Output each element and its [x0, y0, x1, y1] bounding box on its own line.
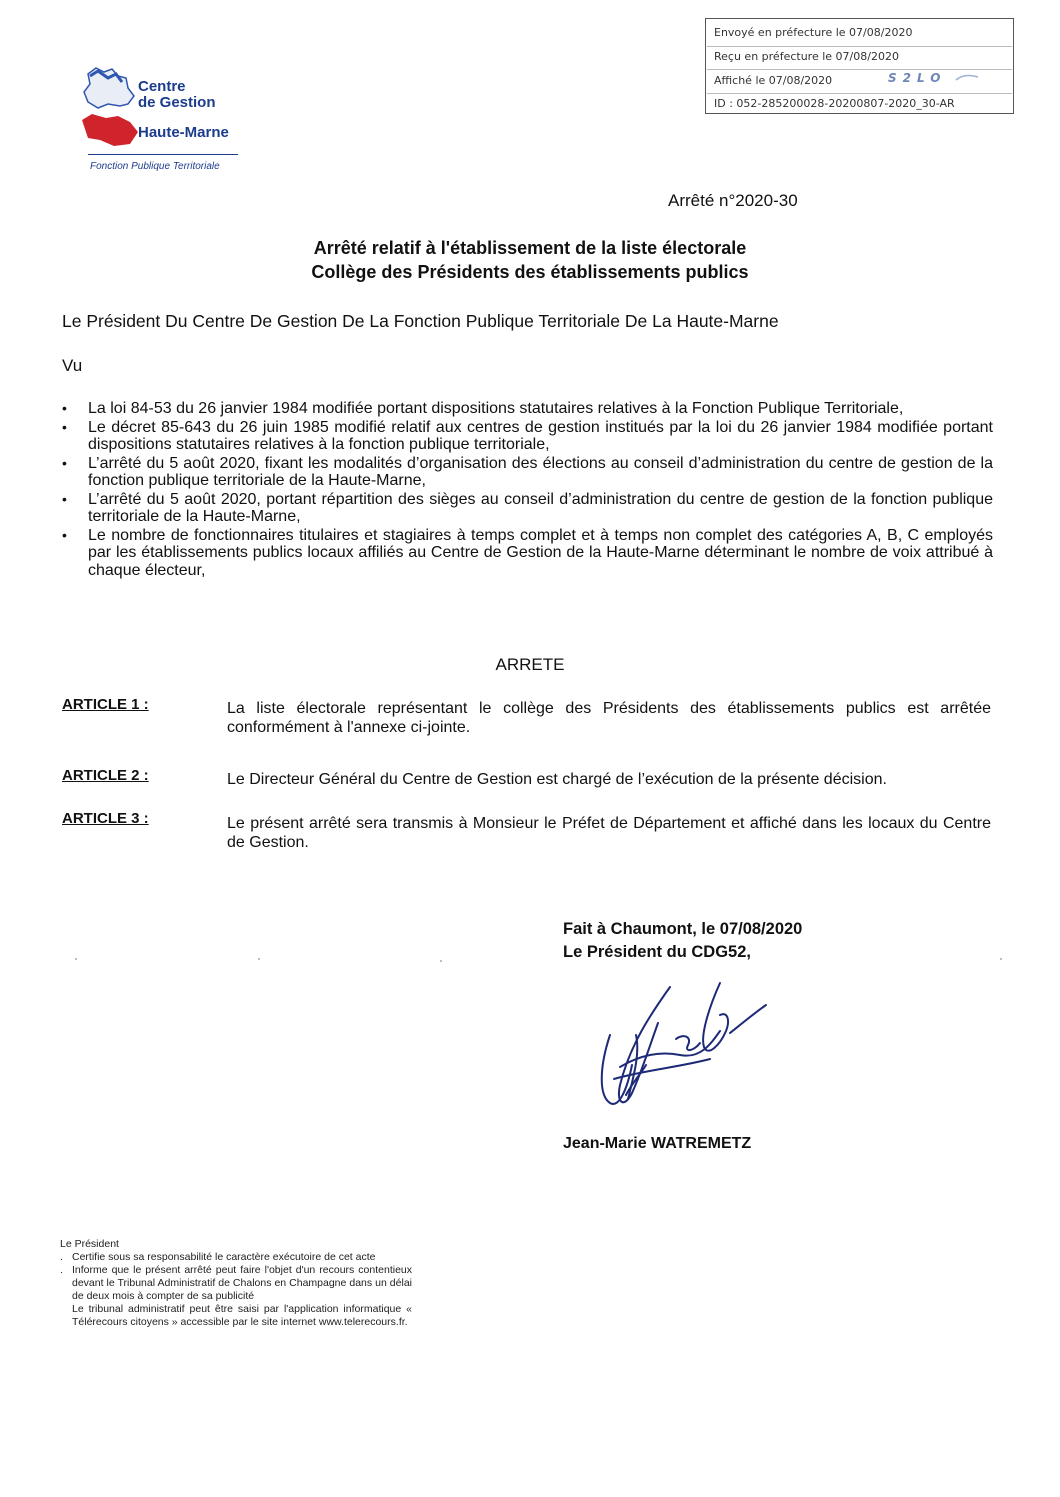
article-1-text: La liste électorale représentant le collège des Présidents des établissements publics est arrêtée conformément à l'annexe ci-jointe.	[227, 700, 991, 736]
list-item: • L’arrêté du 5 août 2020, portant répartition des sièges au conseil d’administration du centre de gestion de la fonction publique territoriale de la Haute-Marne,	[62, 490, 993, 525]
footnote-heading: Le Président	[60, 1238, 119, 1250]
article-3-text: Le présent arrêté sera transmis à Monsieur le Préfet de Département et affiché dans les locaux du Centre de Gestion.	[227, 815, 991, 851]
scan-speck	[75, 958, 77, 960]
decree-title-line1: Arrêté relatif à l'établissement de la liste électorale	[313, 238, 747, 258]
logo-line-gestion: de Gestion	[138, 94, 216, 111]
logo-rule	[88, 154, 238, 155]
stamp-divider	[707, 46, 1012, 47]
vu-heading: Vu	[62, 356, 83, 375]
stamp-received-line: Reçu en préfecture le 07/08/2020	[714, 50, 899, 63]
list-item: . Certifie sous sa responsabilité le caractère exécutoire de cet acte	[60, 1251, 376, 1263]
list-item: . Informe que le présent arrêté peut faire l'objet d'un recours contentieux devant le Tribunal Administratif de Chalons en Champagne dans un délai de deux mois à compter de sa publicité	[60, 1264, 412, 1302]
logo-line-haute-marne: Haute-Marne	[138, 124, 229, 141]
footnote-extra: Le tribunal administratif peut être saisi par l'application informatique « Télérecours citoyens » accessible par le site internet www.telerecours.fr.	[72, 1303, 412, 1328]
signatory-title: Le Président du CDG52,	[563, 943, 751, 961]
s2lo-logo-icon	[886, 69, 986, 87]
decree-title-line2: Collège des Présidents des établissements publics	[311, 262, 749, 282]
article-2-text: Le Directeur Général du Centre de Gestion est chargé de l’exécution de la présente décision.	[227, 771, 887, 788]
stamp-sent-line: Envoyé en préfecture le 07/08/2020	[714, 26, 913, 39]
article-3-label: ARTICLE 3 :	[62, 810, 149, 827]
legal-footnote	[60, 1238, 412, 1329]
cdg52-logo	[78, 66, 248, 176]
scan-speck	[440, 960, 442, 962]
logo-line-centre: Centre	[138, 78, 186, 95]
list-item: • Le nombre de fonctionnaires titulaires et stagiaires à temps complet et à temps non complet des catégories A, B, C employés par les établissements publics locaux affiliés au Centre de Gestion de la Haute-Marne déterminant le nombre de voix attribué à chaque électeur,	[62, 526, 993, 579]
signatory-name: Jean-Marie WATREMETZ	[563, 1135, 752, 1152]
decree-number: Arrêté n°2020-30	[668, 191, 798, 210]
list-item: • Le décret 85-643 du 26 juin 1985 modifié relatif aux centres de gestion institués par la loi du 26 janvier 1984 modifiée portant dispositions statutaires relatives à la fonction publique territoriale,	[62, 418, 993, 453]
prefecture-stamp	[705, 18, 1014, 114]
stamp-posted-line: Affiché le 07/08/2020	[714, 74, 833, 87]
handwritten-signature	[580, 975, 780, 1125]
logo-subtitle: Fonction Publique Territoriale	[90, 161, 220, 172]
article-2-label: ARTICLE 2 :	[62, 767, 149, 784]
svg-text:S2LO: S2LO	[888, 71, 947, 85]
considerations-list	[58, 400, 993, 580]
authority-line: Le Président Du Centre De Gestion De La Fonction Publique Territoriale De La Haute-Marne	[62, 311, 779, 331]
stamp-id-line: ID : 052-285200028-20200807-2020_30-AR	[714, 97, 955, 110]
decision-heading: ARRETE	[495, 655, 565, 674]
list-item: • La loi 84-53 du 26 janvier 1984 modifiée portant dispositions statutaires relatives à la Fonction Publique Territoriale,	[62, 400, 904, 417]
place-and-date: Fait à Chaumont, le 07/08/2020	[563, 920, 803, 938]
scan-speck	[1000, 958, 1002, 960]
list-item: • L’arrêté du 5 août 2020, fixant les modalités d’organisation des élections au conseil d’administration du centre de gestion de la fonction publique territoriale de la Haute-Marne,	[62, 454, 993, 489]
scan-speck	[258, 958, 260, 960]
haute-marne-map-icon	[78, 66, 142, 150]
article-1-label: ARTICLE 1 :	[62, 696, 149, 713]
footnote-list	[60, 1251, 412, 1329]
stamp-divider	[707, 93, 1012, 94]
